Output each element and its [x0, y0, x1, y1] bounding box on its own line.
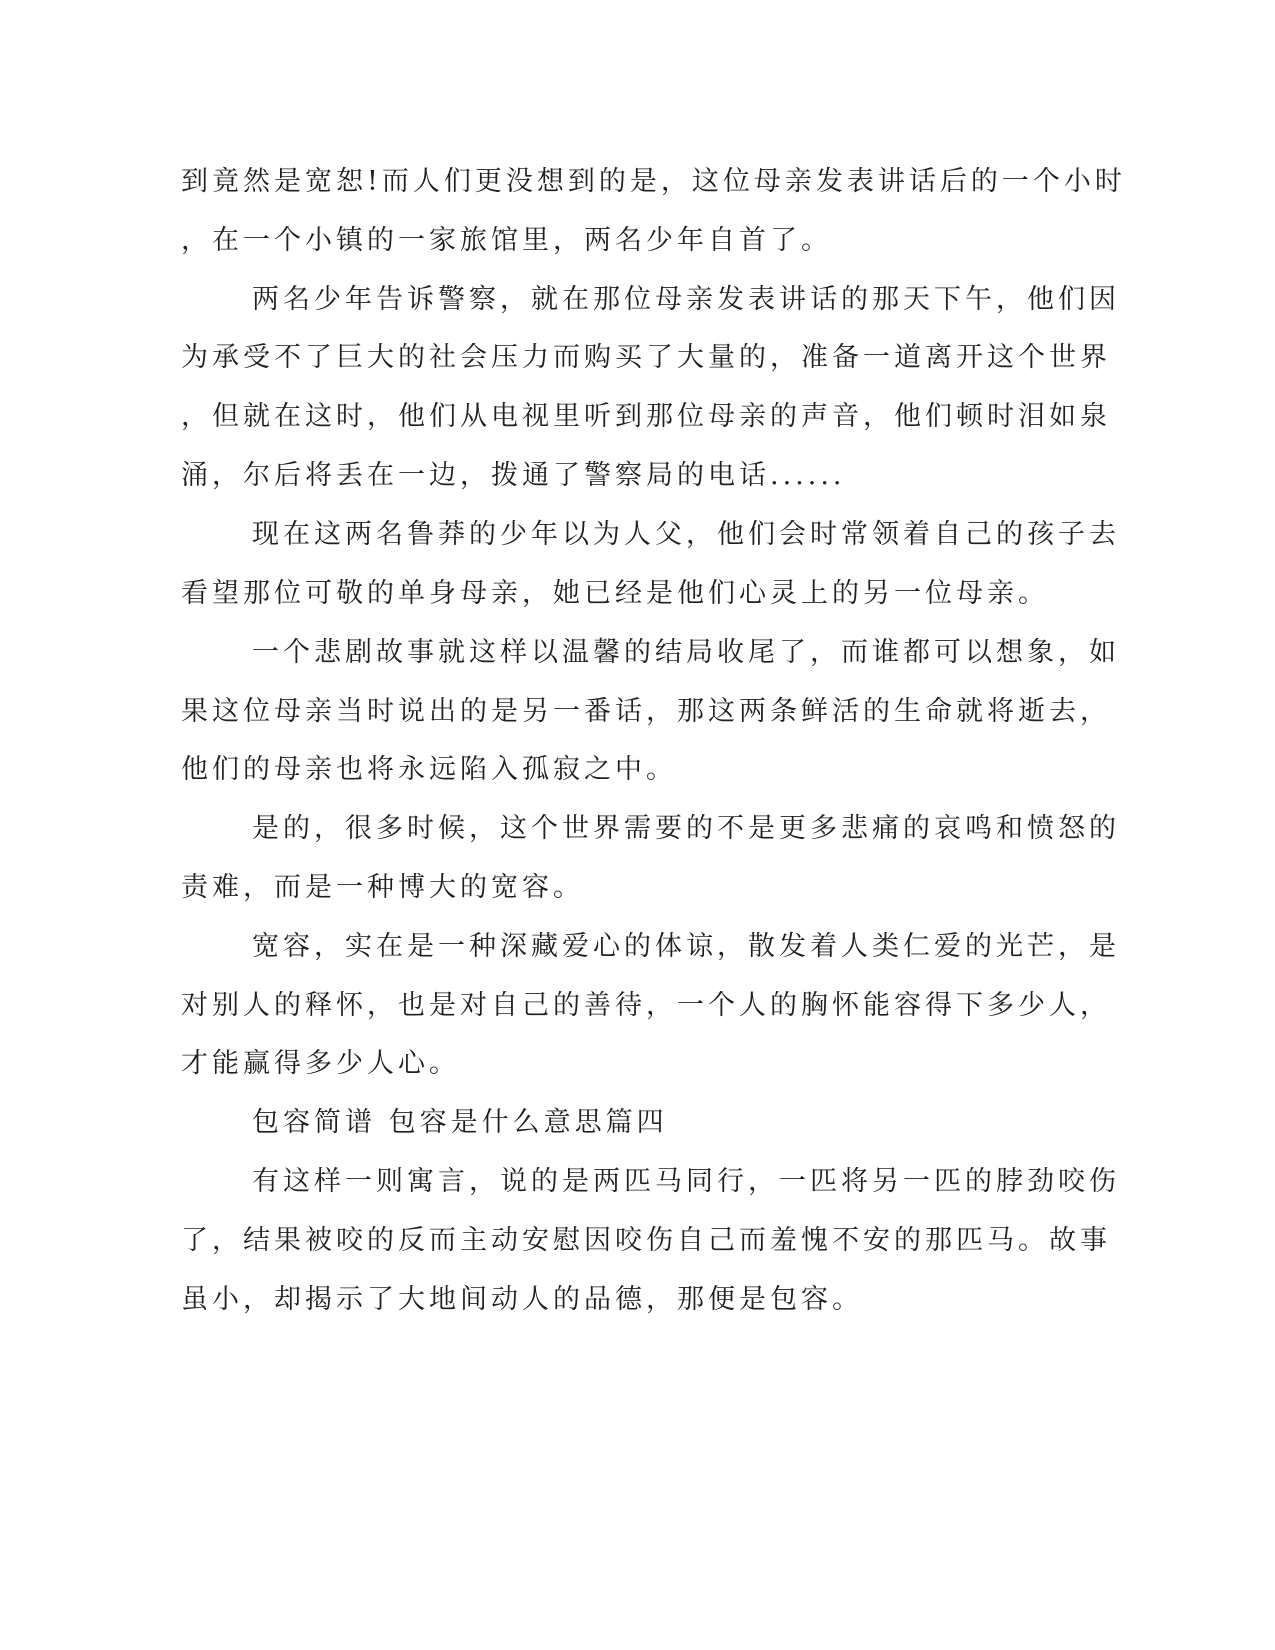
- paragraph-line: 才能赢得多少人心。: [181, 1048, 460, 1079]
- paragraph-line: 了，结果被咬的反而主动安慰因咬伤自己而羞愧不安的那匹马。故事: [181, 1225, 1111, 1256]
- paragraph-line: ，但就在这时，他们从电视里听到那位母亲的声音，他们顿时泪如泉: [181, 401, 1111, 432]
- paragraph-line: 虽小，却揭示了大地间动人的品德，那便是包容。: [181, 1284, 863, 1315]
- paragraph-line: 是的，很多时候，这个世界需要的不是更多悲痛的哀鸣和愤怒的: [252, 813, 1120, 844]
- paragraph-line: 果这位母亲当时说出的是另一番话，那这两条鲜活的生命就将逝去，: [181, 696, 1111, 727]
- paragraph-line: 有这样一则寓言，说的是两匹马同行，一匹将另一匹的脖劲咬伤: [252, 1166, 1120, 1197]
- paragraph-line: 两名少年告诉警察，就在那位母亲发表讲话的那天下午，他们因: [252, 284, 1120, 315]
- paragraph-line: 涌，尔后将丢在一边，拨通了警察局的电话......: [181, 460, 846, 491]
- paragraph-line: 他们的母亲也将永远陷入孤寂之中。: [181, 754, 677, 785]
- paragraph-line: 现在这两名鲁莽的少年以为人父，他们会时常领着自己的孩子去: [252, 519, 1120, 550]
- paragraph-line: 到竟然是宽恕!而人们更没想到的是，这位母亲发表讲话后的一个小时: [181, 166, 1126, 197]
- section-heading: 包容简谱 包容是什么意思篇四: [252, 1107, 668, 1138]
- paragraph-line: 对别人的释怀，也是对自己的善待，一个人的胸怀能容得下多少人，: [181, 990, 1111, 1021]
- paragraph-line: 为承受不了巨大的社会压力而购买了大量的，准备一道离开这个世界: [181, 342, 1111, 373]
- paragraph-line: 看望那位可敬的单身母亲，她已经是他们心灵上的另一位母亲。: [181, 578, 1049, 609]
- paragraph-line: 一个悲剧故事就这样以温馨的结局收尾了，而谁都可以想象，如: [252, 637, 1120, 668]
- paragraph-line: 宽容，实在是一种深藏爱心的体谅，散发着人类仁爱的光芒，是: [252, 931, 1120, 962]
- paragraph-line: 责难，而是一种博大的宽容。: [181, 872, 584, 903]
- paragraph-line: ，在一个小镇的一家旅馆里，两名少年自首了。: [181, 225, 832, 256]
